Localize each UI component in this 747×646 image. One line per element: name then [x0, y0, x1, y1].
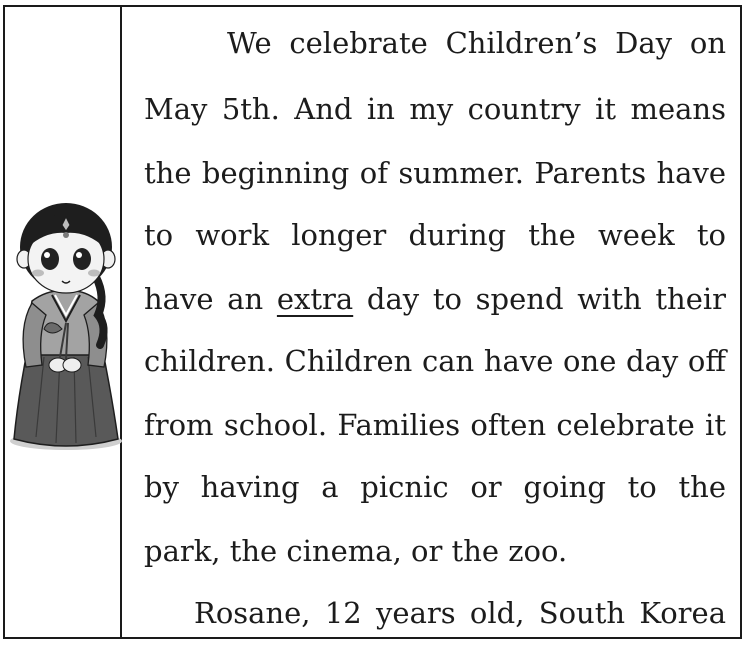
illustration-column [5, 7, 122, 637]
passage-line: the beginning of summer. Parents have [144, 156, 726, 190]
passage-line [144, 281, 726, 317]
passage-line: park, the cinema, or the zoo. [144, 534, 568, 568]
passage-text-segment: day to spend with their [353, 282, 726, 316]
passage-line: from school. Families often celebrate it [144, 408, 726, 442]
passage-line: May 5th. And in my country it means [144, 92, 726, 126]
passage-line: children. Children can have one day off [144, 344, 726, 378]
signature: Rosane, 12 years old, South Korea [194, 596, 726, 630]
underlined-word: extra [276, 282, 354, 316]
passage-line: We celebrate Children’s Day on [227, 26, 726, 60]
girl-in-hanbok-icon [8, 197, 124, 459]
passage-text-segment: have an [144, 282, 277, 316]
passage-box [3, 5, 742, 639]
passage-line: to work longer during the week to [144, 218, 726, 252]
passage-line: by having a picnic or going to the [144, 470, 726, 504]
passage-text [124, 7, 740, 637]
